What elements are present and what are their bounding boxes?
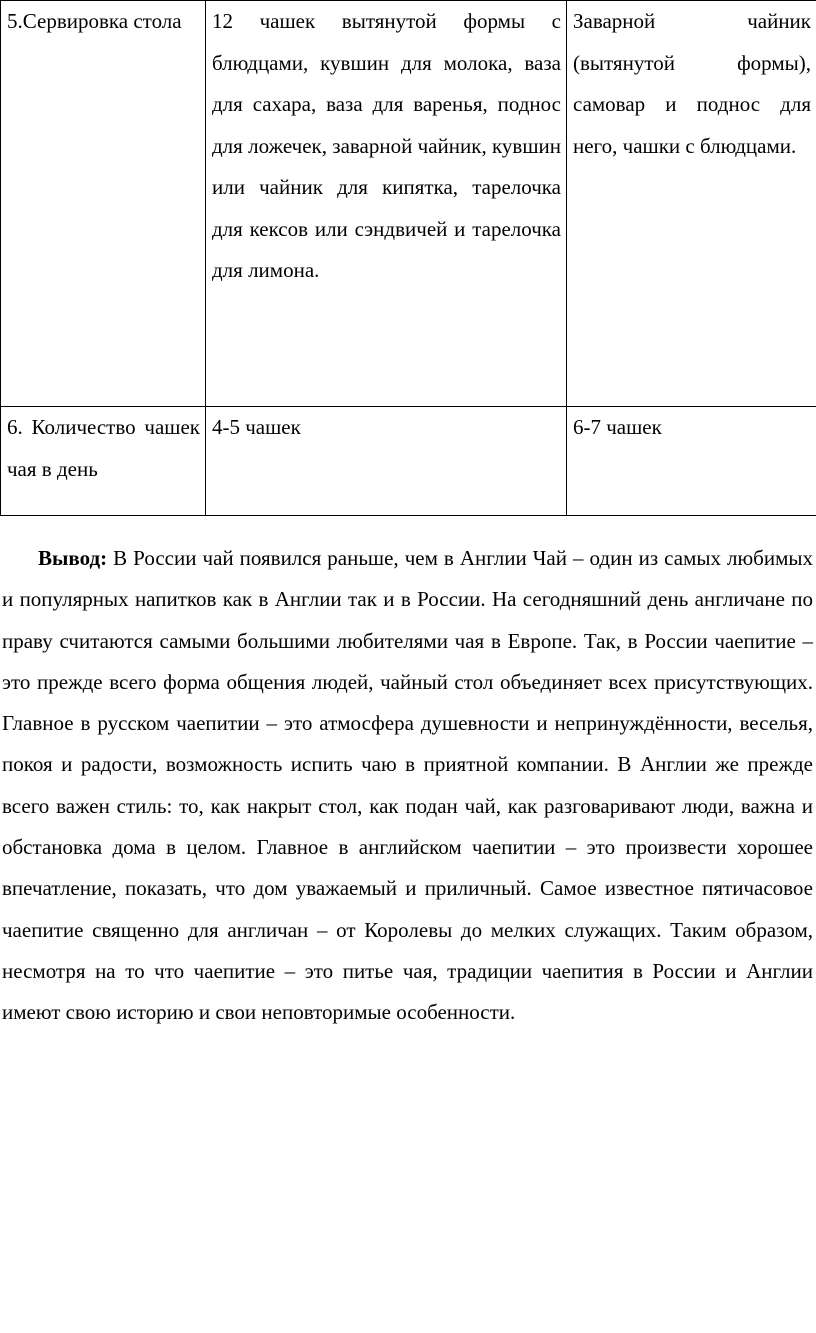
comparison-table xyxy=(0,0,816,516)
table-row xyxy=(1,407,816,516)
england-cell: Заварной чайник (вытянутой формы), самовар и поднос для него, чашки с блюдцами. xyxy=(567,1,816,407)
england-cell: 6-7 чашек xyxy=(567,407,816,516)
conclusion-text: В России чай появился раньше, чем в Англии Чай – один из самых любимых и популярных напитков как в Англии так и в России. На сегодняшний день англичане по праву считаются самыми большими любителями чая в Европе. Так, в России чаепитие – это прежде всего форма общения людей, чайный стол объединяет всех присутствующих. Главное в русском чаепитии – это атмосфера душевности и непринуждённости, веселья, покоя и радости, возможность испить чаю в приятной компании. В Англии же прежде всего важен стиль: то, как накрыт стол, как подан чай, как разговаривают люди, важна и обстановка дома в целом. Главное в английском чаепитии – это произвести хорошее впечатление, показать, что дом уважаемый и приличный. Самое известное пятичасовое чаепитие священно для англичан – от Королевы до мелких служащих. Таким образом, несмотря на то что чаепитие – это питье чая, традиции чаепития в России и Англии имеют свою историю и свои неповторимые особенности. xyxy=(2,546,813,1025)
row-label-cell: 6. Количество чашек чая в день xyxy=(1,407,206,516)
conclusion-paragraph xyxy=(2,538,813,1034)
russia-cell: 12 чашек вытянутой формы с блюдцами, кувшин для молока, ваза для сахара, ваза для варенья, поднос для ложечек, заварной чайник, кувшин или чайник для кипятка, тарелочка для кексов или сэндвичей и тарелочка для лимона. xyxy=(206,1,567,407)
conclusion-heading: Вывод: xyxy=(38,546,108,570)
russia-cell: 4-5 чашек xyxy=(206,407,567,516)
row-label-cell: 5.Сервировка стола xyxy=(1,1,206,407)
table-row xyxy=(1,1,816,407)
